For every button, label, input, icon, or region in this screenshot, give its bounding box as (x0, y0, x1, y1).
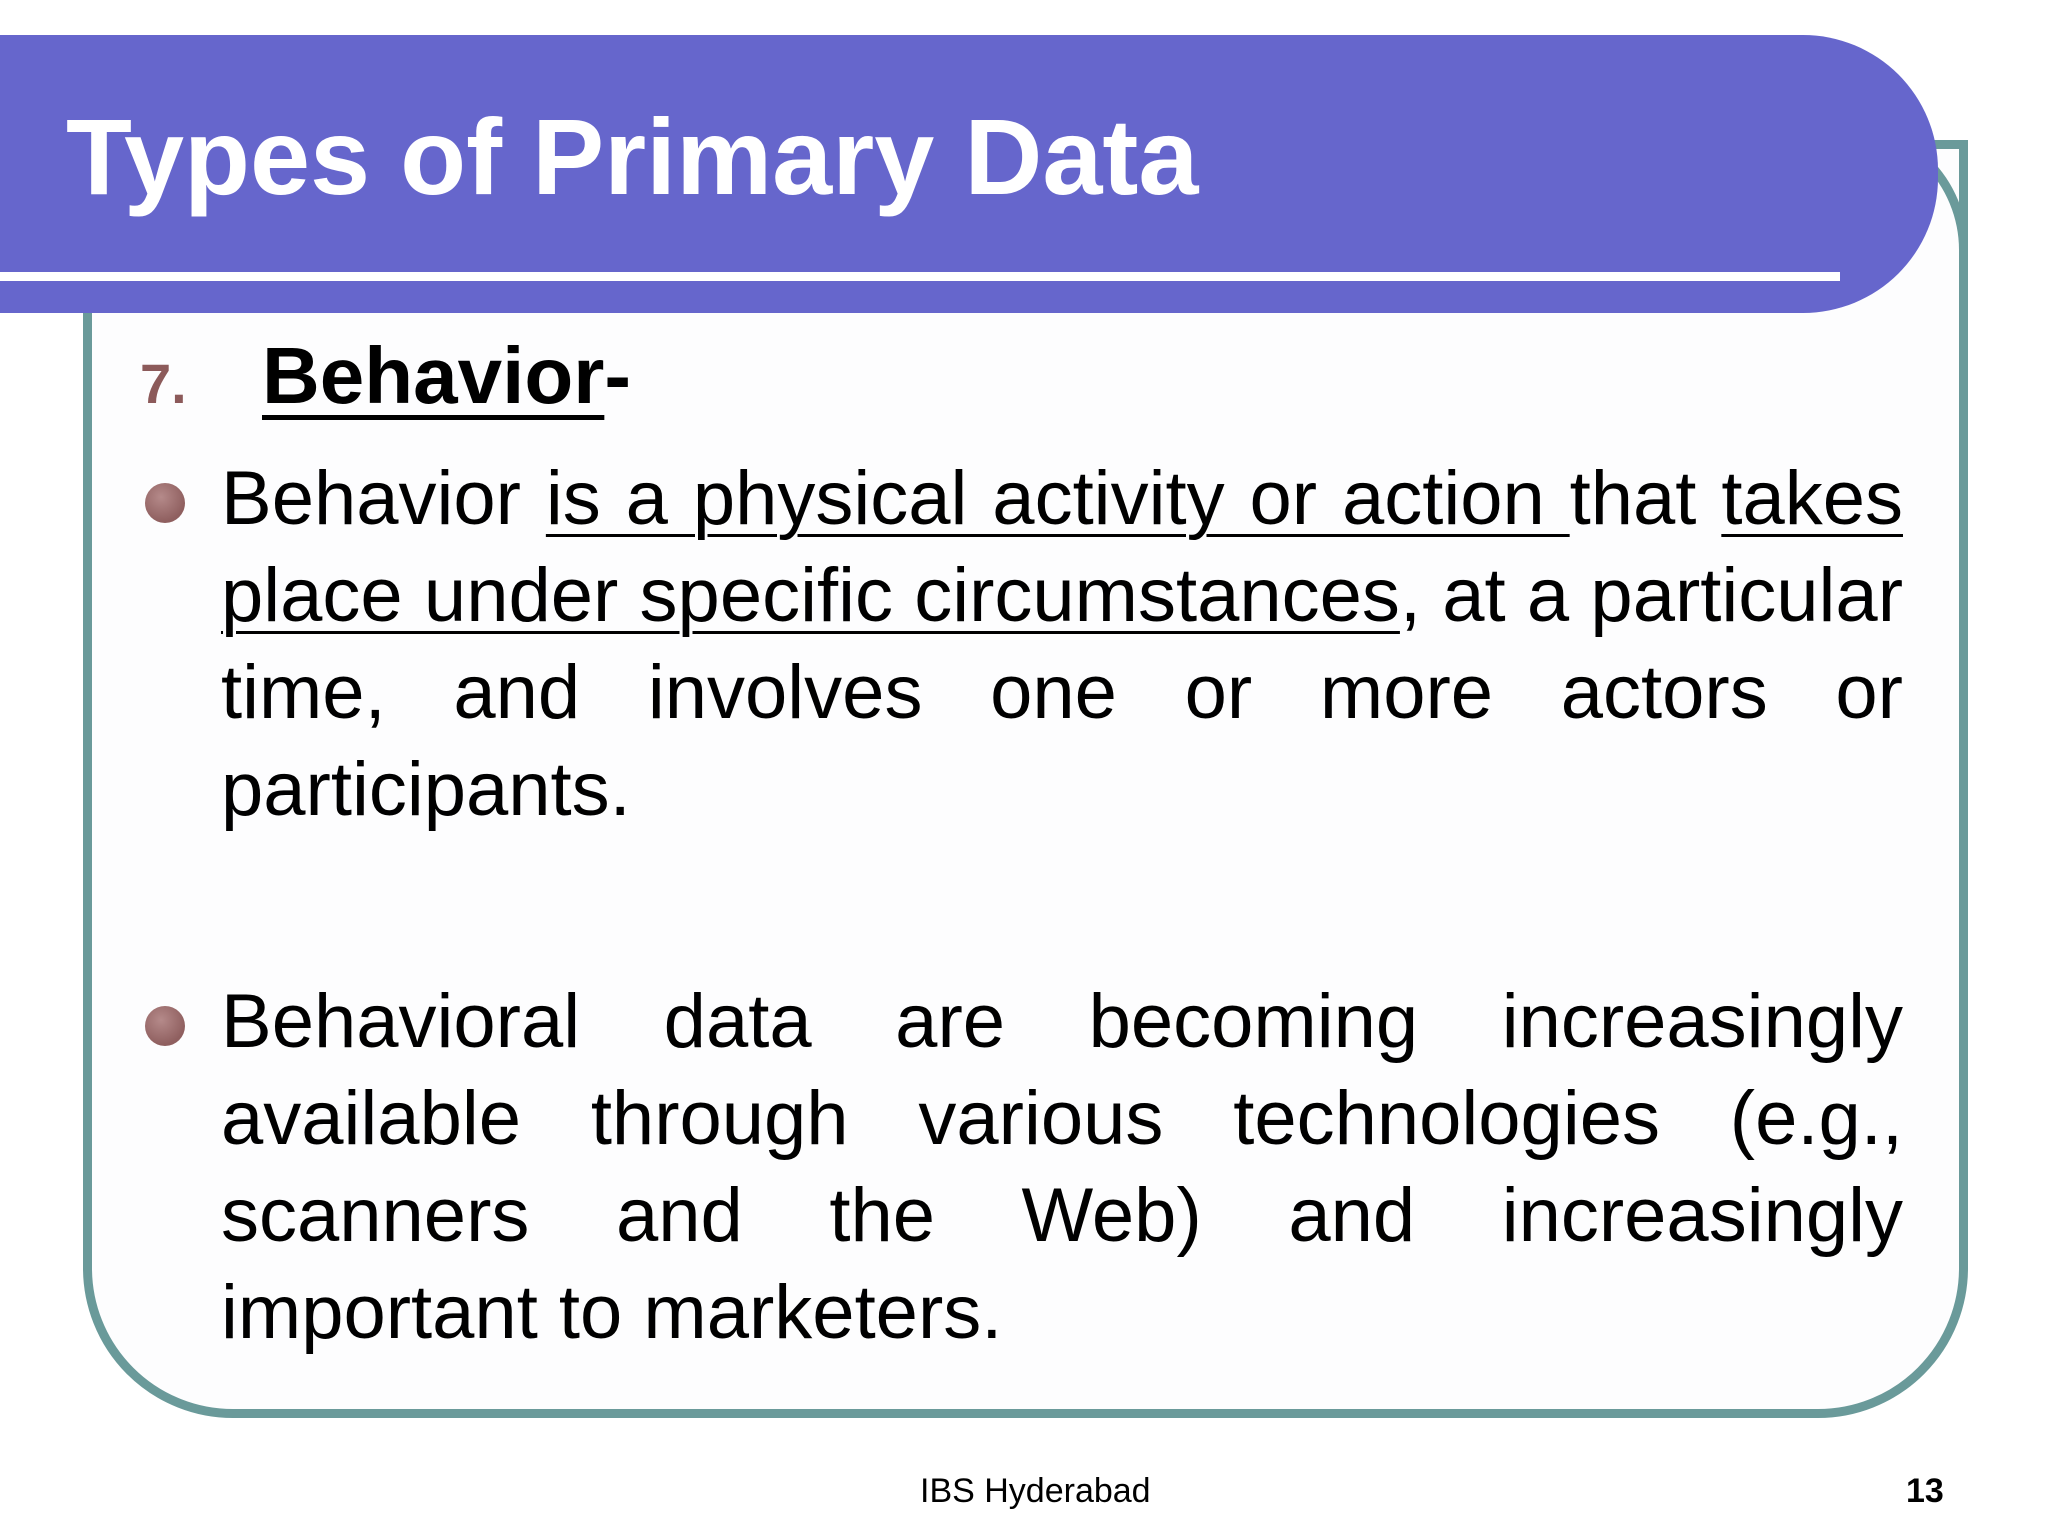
bullet-item-2 (145, 973, 1905, 1361)
footer-text: IBS Hyderabad (920, 1472, 1151, 1510)
bullet-dot-icon (145, 483, 185, 523)
bullet-text-2 (221, 973, 1903, 1361)
bullet-1-segment-1: Behavior (221, 456, 546, 541)
bullet-1-segment-2: is a physical activity or action (545, 456, 1570, 541)
heading-number: 7. (140, 352, 187, 415)
bullet-text-1 (221, 450, 1903, 838)
slide-title: Types of Primary Data (66, 96, 1199, 217)
bullet-dot-icon (145, 1006, 185, 1046)
bullet-1-segment-5: , at a particular time, and involves one or more actors or participants. (221, 553, 1903, 832)
bullet-item-1 (145, 450, 1905, 838)
section-heading (140, 330, 631, 422)
title-underline-rule (0, 272, 1840, 281)
bullet-1-segment-4: takes place under specific circumstances (221, 456, 1903, 638)
page-number: 13 (1906, 1472, 1944, 1510)
heading-suffix: - (604, 331, 631, 420)
bullet-1-segment-3: that (1569, 456, 1722, 541)
heading-label: Behavior (262, 331, 605, 420)
bullet-2-segment-1: Behavioral data are becoming increasingly available through various technologies (e.g., scanners and the Web) and increasingly important to marketers. (221, 979, 1903, 1355)
